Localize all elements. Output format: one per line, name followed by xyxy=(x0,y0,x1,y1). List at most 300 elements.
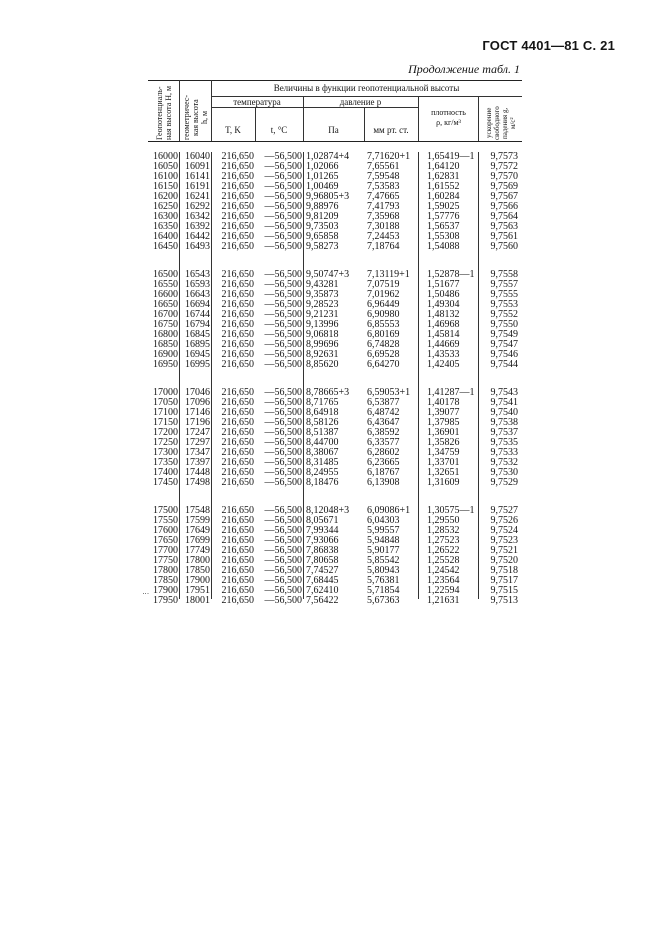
cell-geometric-height: 17699 xyxy=(185,535,210,546)
cell-temp-celsius: —56,500 xyxy=(264,161,302,172)
cell-geopotential-height: 16200 xyxy=(153,191,178,202)
cell-density: 1,65419—1 xyxy=(427,151,475,162)
page-header: ГОСТ 4401—81 С. 21 xyxy=(482,38,615,53)
cell-geometric-height: 16945 xyxy=(185,349,210,360)
cell-geometric-height: 17297 xyxy=(185,437,210,448)
cell-temp-kelvin: 216,650 xyxy=(221,339,254,350)
cell-geometric-height: 16241 xyxy=(185,191,210,202)
cell-temp-celsius: —56,500 xyxy=(264,525,302,536)
cell-temp-celsius: —56,500 xyxy=(264,211,302,222)
cell-pressure-pa: 9,81209 xyxy=(306,211,339,222)
cell-temp-celsius: —56,500 xyxy=(264,329,302,340)
cell-temp-celsius: —56,500 xyxy=(264,181,302,192)
cell-geometric-height: 17397 xyxy=(185,457,210,468)
cell-geopotential-height: 17900 xyxy=(153,585,178,596)
cell-geopotential-height: 17100 xyxy=(153,407,178,418)
cell-gravity: 9,7547 xyxy=(490,339,518,350)
cell-geopotential-height: 16400 xyxy=(153,231,178,242)
cell-pressure-mmhg: 6,38592 xyxy=(367,427,400,438)
cell-pressure-mmhg: 6,13908 xyxy=(367,477,400,488)
cell-temp-celsius: —56,500 xyxy=(264,437,302,448)
cell-density: 1,48132 xyxy=(427,309,460,320)
cell-temp-celsius: —56,500 xyxy=(264,585,302,596)
cell-pressure-mmhg: 5,71854 xyxy=(367,585,400,596)
cell-geometric-height: 17448 xyxy=(185,467,210,478)
header-rule xyxy=(303,107,418,108)
cell-geometric-height: 17096 xyxy=(185,397,210,408)
cell-temp-kelvin: 216,650 xyxy=(221,575,254,586)
table-block xyxy=(148,388,522,488)
cell-pressure-pa: 7,86838 xyxy=(306,545,339,556)
cell-gravity: 9,7553 xyxy=(490,299,518,310)
cell-density: 1,40178 xyxy=(427,397,460,408)
cell-gravity: 9,7566 xyxy=(490,201,518,212)
cell-geometric-height: 17146 xyxy=(185,407,210,418)
cell-pressure-pa: 7,74527 xyxy=(306,565,339,576)
cell-temp-kelvin: 216,650 xyxy=(221,309,254,320)
cell-pressure-pa: 8,92631 xyxy=(306,349,339,360)
cell-geopotential-height: 17400 xyxy=(153,467,178,478)
cell-gravity: 9,7513 xyxy=(490,595,518,606)
cell-pressure-mmhg: 6,28602 xyxy=(367,447,400,458)
cell-temp-celsius: —56,500 xyxy=(264,191,302,202)
cell-temp-celsius: —56,500 xyxy=(264,269,302,280)
cell-pressure-pa: 9,28523 xyxy=(306,299,339,310)
cell-pressure-pa: 7,68445 xyxy=(306,575,339,586)
cell-pressure-mmhg: 7,65561 xyxy=(367,161,400,172)
cell-density: 1,57776 xyxy=(427,211,460,222)
cell-geometric-height: 17900 xyxy=(185,575,210,586)
cell-pressure-mmhg: 6,33577 xyxy=(367,437,400,448)
cell-temp-celsius: —56,500 xyxy=(264,319,302,330)
cell-density: 1,52878—1 xyxy=(427,269,475,280)
cell-temp-kelvin: 216,650 xyxy=(221,349,254,360)
cell-density: 1,54088 xyxy=(427,241,460,252)
cell-gravity: 9,7518 xyxy=(490,565,518,576)
cell-pressure-mmhg: 6,04303 xyxy=(367,515,400,526)
cell-density: 1,45814 xyxy=(427,329,460,340)
cell-pressure-pa: 8,78665+3 xyxy=(306,387,350,398)
cell-pressure-pa: 9,58273 xyxy=(306,241,339,252)
cell-geopotential-height: 16750 xyxy=(153,319,178,330)
cell-geopotential-height: 17500 xyxy=(153,505,178,516)
cell-geopotential-height: 16450 xyxy=(153,241,178,252)
cell-geopotential-height: 17000 xyxy=(153,387,178,398)
cell-temp-celsius: —56,500 xyxy=(264,221,302,232)
cell-pressure-pa: 9,35873 xyxy=(306,289,339,300)
cell-temp-celsius: —56,500 xyxy=(264,535,302,546)
cell-geometric-height: 16091 xyxy=(185,161,210,172)
cell-gravity: 9,7530 xyxy=(490,467,518,478)
cell-temp-celsius: —56,500 xyxy=(264,477,302,488)
cell-pressure-pa: 8,85620 xyxy=(306,359,339,370)
cell-geometric-height: 16442 xyxy=(185,231,210,242)
cell-pressure-pa: 9,65858 xyxy=(306,231,339,242)
cell-geometric-height: 16493 xyxy=(185,241,210,252)
cell-geopotential-height: 17950 xyxy=(153,595,178,606)
cell-temp-kelvin: 216,650 xyxy=(221,565,254,576)
cell-temp-kelvin: 216,650 xyxy=(221,319,254,330)
cell-gravity: 9,7527 xyxy=(490,505,518,516)
cell-density: 1,46968 xyxy=(427,319,460,330)
cell-geometric-height: 16643 xyxy=(185,289,210,300)
cell-temp-celsius: —56,500 xyxy=(264,575,302,586)
cell-geopotential-height: 17800 xyxy=(153,565,178,576)
cell-pressure-pa: 9,06818 xyxy=(306,329,339,340)
cell-temp-celsius: —56,500 xyxy=(264,457,302,468)
col-gravity: ускорение свободного падения g, м/с² xyxy=(485,106,517,140)
col-pressure: давление p xyxy=(339,97,382,107)
table-block xyxy=(148,506,522,606)
cell-geometric-height: 16794 xyxy=(185,319,210,330)
cell-geopotential-height: 16250 xyxy=(153,201,178,212)
cell-geopotential-height: 16100 xyxy=(153,171,178,182)
cell-geopotential-height: 16700 xyxy=(153,309,178,320)
table-body xyxy=(148,152,522,624)
header-bottom-rule xyxy=(148,141,522,142)
cell-pressure-mmhg: 5,90177 xyxy=(367,545,400,556)
cell-temp-celsius: —56,500 xyxy=(264,349,302,360)
cell-temp-kelvin: 216,650 xyxy=(221,555,254,566)
cell-pressure-pa: 7,93066 xyxy=(306,535,339,546)
cell-geopotential-height: 16900 xyxy=(153,349,178,360)
cell-geopotential-height: 17250 xyxy=(153,437,178,448)
cell-geopotential-height: 16650 xyxy=(153,299,178,310)
cell-geopotential-height: 17750 xyxy=(153,555,178,566)
cell-density: 1,55308 xyxy=(427,231,460,242)
cell-pressure-pa: 8,05671 xyxy=(306,515,339,526)
cell-geopotential-height: 16600 xyxy=(153,289,178,300)
cell-temp-celsius: —56,500 xyxy=(264,231,302,242)
cell-gravity: 9,7544 xyxy=(490,359,518,370)
cell-density: 1,64120 xyxy=(427,161,460,172)
cell-pressure-mmhg: 6,48742 xyxy=(367,407,400,418)
col-temperature: температура xyxy=(233,97,281,107)
cell-density: 1,36901 xyxy=(427,427,460,438)
cell-pressure-pa: 1,00469 xyxy=(306,181,339,192)
table-block xyxy=(148,152,522,252)
cell-gravity: 9,7555 xyxy=(490,289,518,300)
cell-geometric-height: 17850 xyxy=(185,565,210,576)
cell-temp-kelvin: 216,650 xyxy=(221,231,254,242)
cell-density: 1,56537 xyxy=(427,221,460,232)
cell-geometric-height: 17498 xyxy=(185,477,210,488)
cell-temp-kelvin: 216,650 xyxy=(221,359,254,370)
cell-density: 1,34759 xyxy=(427,447,460,458)
cell-pressure-pa: 8,18476 xyxy=(306,477,339,488)
cell-geopotential-height: 17050 xyxy=(153,397,178,408)
cell-gravity: 9,7561 xyxy=(490,231,518,242)
cell-density: 1,33701 xyxy=(427,457,460,468)
cell-gravity: 9,7540 xyxy=(490,407,518,418)
cell-pressure-mmhg: 7,18764 xyxy=(367,241,400,252)
table-row xyxy=(148,360,522,370)
cell-pressure-mmhg: 7,13119+1 xyxy=(367,269,410,280)
cell-geometric-height: 16342 xyxy=(185,211,210,222)
cell-pressure-mmhg: 7,59548 xyxy=(367,171,400,182)
cell-temp-kelvin: 216,650 xyxy=(221,289,254,300)
cell-temp-kelvin: 216,650 xyxy=(221,151,254,162)
cell-gravity: 9,7524 xyxy=(490,525,518,536)
cell-pressure-pa: 8,51387 xyxy=(306,427,339,438)
cell-gravity: 9,7563 xyxy=(490,221,518,232)
cell-density: 1,59025 xyxy=(427,201,460,212)
cell-pressure-mmhg: 6,09086+1 xyxy=(367,505,411,516)
cell-gravity: 9,7546 xyxy=(490,349,518,360)
cell-temp-kelvin: 216,650 xyxy=(221,279,254,290)
cell-pressure-mmhg: 7,71620+1 xyxy=(367,151,411,162)
cell-density: 1,22594 xyxy=(427,585,460,596)
cell-geometric-height: 17749 xyxy=(185,545,210,556)
cell-geopotential-height: 16350 xyxy=(153,221,178,232)
cell-pressure-pa: 8,44700 xyxy=(306,437,339,448)
cell-gravity: 9,7557 xyxy=(490,279,518,290)
cell-temp-celsius: —56,500 xyxy=(264,417,302,428)
cell-gravity: 9,7515 xyxy=(490,585,518,596)
cell-density: 1,62831 xyxy=(427,171,460,182)
cell-pressure-pa: 8,38067 xyxy=(306,447,339,458)
col-geopotential-height: Геопотенциаль- ная высота H, м xyxy=(155,85,173,140)
cell-geometric-height: 17649 xyxy=(185,525,210,536)
cell-geopotential-height: 17150 xyxy=(153,417,178,428)
cell-density: 1,49304 xyxy=(427,299,460,310)
cell-gravity: 9,7543 xyxy=(490,387,518,398)
col-density: плотность ρ, кг/м³ xyxy=(431,108,466,127)
cell-gravity: 9,7570 xyxy=(490,171,518,182)
cell-temp-kelvin: 216,650 xyxy=(221,191,254,202)
cell-gravity: 9,7532 xyxy=(490,457,518,468)
cell-temp-celsius: —56,500 xyxy=(264,467,302,478)
cell-pressure-mmhg: 7,30188 xyxy=(367,221,400,232)
cell-gravity: 9,7526 xyxy=(490,515,518,526)
cell-gravity: 9,7558 xyxy=(490,269,518,280)
col-geometric-height: геометричес- кая высота h, м xyxy=(182,94,209,140)
cell-gravity: 9,7535 xyxy=(490,437,518,448)
cell-density: 1,28532 xyxy=(427,525,460,536)
cell-geometric-height: 17046 xyxy=(185,387,210,398)
cell-geometric-height: 16292 xyxy=(185,201,210,212)
cell-density: 1,50486 xyxy=(427,289,460,300)
header-divider xyxy=(179,80,180,141)
cell-pressure-pa: 1,01265 xyxy=(306,171,339,182)
cell-temp-kelvin: 216,650 xyxy=(221,211,254,222)
col-pressure-pa: Па xyxy=(328,125,339,135)
cell-temp-kelvin: 216,650 xyxy=(221,467,254,478)
cell-pressure-pa: 8,31485 xyxy=(306,457,339,468)
cell-gravity: 9,7572 xyxy=(490,161,518,172)
cell-pressure-mmhg: 6,85553 xyxy=(367,319,400,330)
table-row xyxy=(148,478,522,488)
cell-geopotential-height: 17700 xyxy=(153,545,178,556)
cell-pressure-pa: 9,21231 xyxy=(306,309,339,320)
cell-temp-kelvin: 216,650 xyxy=(221,417,254,428)
cell-density: 1,51677 xyxy=(427,279,460,290)
cell-pressure-pa: 8,99696 xyxy=(306,339,339,350)
cell-geometric-height: 16895 xyxy=(185,339,210,350)
cell-geometric-height: 16392 xyxy=(185,221,210,232)
cell-density: 1,41287—1 xyxy=(427,387,475,398)
cell-temp-kelvin: 216,650 xyxy=(221,407,254,418)
cell-pressure-mmhg: 5,85542 xyxy=(367,555,400,566)
cell-temp-celsius: —56,500 xyxy=(264,359,302,370)
col-group-title: Величины в функции геопотенциальной высоты xyxy=(273,83,460,93)
table-row xyxy=(148,242,522,252)
cell-gravity: 9,7567 xyxy=(490,191,518,202)
cell-geopotential-height: 17550 xyxy=(153,515,178,526)
table-header xyxy=(148,80,522,141)
cell-pressure-mmhg: 6,69528 xyxy=(367,349,400,360)
cell-temp-celsius: —56,500 xyxy=(264,427,302,438)
cell-pressure-mmhg: 7,47665 xyxy=(367,191,400,202)
cell-geometric-height: 16744 xyxy=(185,309,210,320)
cell-pressure-mmhg: 5,76381 xyxy=(367,575,400,586)
cell-temp-celsius: —56,500 xyxy=(264,407,302,418)
cell-pressure-pa: 9,50747+3 xyxy=(306,269,350,280)
cell-geometric-height: 16995 xyxy=(185,359,210,370)
cell-temp-kelvin: 216,650 xyxy=(221,457,254,468)
table-block xyxy=(148,270,522,370)
cell-geopotential-height: 16000 xyxy=(153,151,178,162)
cell-gravity: 9,7569 xyxy=(490,181,518,192)
cell-density: 1,24542 xyxy=(427,565,460,576)
cell-density: 1,35826 xyxy=(427,437,460,448)
cell-density: 1,29550 xyxy=(427,515,460,526)
cell-geopotential-height: 16150 xyxy=(153,181,178,192)
cell-temp-kelvin: 216,650 xyxy=(221,427,254,438)
cell-gravity: 9,7573 xyxy=(490,151,518,162)
header-divider xyxy=(478,97,479,141)
cell-pressure-mmhg: 6,96449 xyxy=(367,299,400,310)
cell-density: 1,30575—1 xyxy=(427,505,475,516)
cell-gravity: 9,7550 xyxy=(490,319,518,330)
cell-pressure-mmhg: 6,23665 xyxy=(367,457,400,468)
cell-temp-celsius: —56,500 xyxy=(264,397,302,408)
cell-temp-celsius: —56,500 xyxy=(264,595,302,606)
cell-geometric-height: 17247 xyxy=(185,427,210,438)
cell-temp-celsius: —56,500 xyxy=(264,565,302,576)
cell-geopotential-height: 17450 xyxy=(153,477,178,488)
cell-pressure-mmhg: 5,99557 xyxy=(367,525,400,536)
cell-temp-kelvin: 216,650 xyxy=(221,241,254,252)
cell-pressure-mmhg: 6,80169 xyxy=(367,329,400,340)
cell-temp-kelvin: 216,650 xyxy=(221,201,254,212)
cell-pressure-pa: 8,64918 xyxy=(306,407,339,418)
cell-geometric-height: 17599 xyxy=(185,515,210,526)
cell-pressure-mmhg: 6,53877 xyxy=(367,397,400,408)
cell-temp-celsius: —56,500 xyxy=(264,309,302,320)
cell-temp-celsius: —56,500 xyxy=(264,339,302,350)
cell-density: 1,61552 xyxy=(427,181,460,192)
cell-geometric-height: 17548 xyxy=(185,505,210,516)
cell-temp-celsius: —56,500 xyxy=(264,555,302,566)
cell-pressure-mmhg: 5,67363 xyxy=(367,595,400,606)
cell-pressure-pa: 8,12048+3 xyxy=(306,505,350,516)
cell-pressure-mmhg: 7,24453 xyxy=(367,231,400,242)
cell-temp-celsius: —56,500 xyxy=(264,241,302,252)
cell-temp-kelvin: 216,650 xyxy=(221,181,254,192)
cell-pressure-pa: 9,88976 xyxy=(306,201,339,212)
cell-temp-kelvin: 216,650 xyxy=(221,477,254,488)
cell-density: 1,60284 xyxy=(427,191,460,202)
cell-gravity: 9,7552 xyxy=(490,309,518,320)
cell-temp-celsius: —56,500 xyxy=(264,299,302,310)
cell-pressure-mmhg: 6,18767 xyxy=(367,467,400,478)
cell-pressure-mmhg: 7,07519 xyxy=(367,279,400,290)
cell-geopotential-height: 17600 xyxy=(153,525,178,536)
cell-density: 1,43533 xyxy=(427,349,460,360)
cell-temp-kelvin: 216,650 xyxy=(221,437,254,448)
cell-temp-kelvin: 216,650 xyxy=(221,447,254,458)
cell-pressure-mmhg: 7,41793 xyxy=(367,201,400,212)
cell-density: 1,25528 xyxy=(427,555,460,566)
cell-temp-kelvin: 216,650 xyxy=(221,299,254,310)
cell-temp-celsius: —56,500 xyxy=(264,387,302,398)
cell-temp-celsius: —56,500 xyxy=(264,515,302,526)
table-continuation-label: Продолжение табл. 1 xyxy=(408,62,520,76)
cell-density: 1,21631 xyxy=(427,595,460,606)
cell-geometric-height: 16593 xyxy=(185,279,210,290)
cell-density: 1,23564 xyxy=(427,575,460,586)
cell-temp-kelvin: 216,650 xyxy=(221,535,254,546)
cell-geometric-height: 16845 xyxy=(185,329,210,340)
cell-pressure-pa: 9,13996 xyxy=(306,319,339,330)
col-temp-celsius: t, °C xyxy=(270,125,288,135)
cell-density: 1,26522 xyxy=(427,545,460,556)
cell-gravity: 9,7541 xyxy=(490,397,518,408)
cell-geometric-height: 17800 xyxy=(185,555,210,566)
col-pressure-mmhg: мм рт. ст. xyxy=(373,125,409,135)
cell-pressure-mmhg: 6,43647 xyxy=(367,417,400,428)
cell-density: 1,32651 xyxy=(427,467,460,478)
cell-geopotential-height: 17850 xyxy=(153,575,178,586)
cell-temp-celsius: —56,500 xyxy=(264,151,302,162)
margin-mark: ⋮ xyxy=(142,590,150,597)
cell-gravity: 9,7560 xyxy=(490,241,518,252)
cell-geopotential-height: 16800 xyxy=(153,329,178,340)
cell-gravity: 9,7537 xyxy=(490,427,518,438)
cell-gravity: 9,7564 xyxy=(490,211,518,222)
cell-temp-celsius: —56,500 xyxy=(264,201,302,212)
cell-geopotential-height: 17200 xyxy=(153,427,178,438)
cell-geopotential-height: 16950 xyxy=(153,359,178,370)
cell-geopotential-height: 16050 xyxy=(153,161,178,172)
cell-geometric-height: 16543 xyxy=(185,269,210,280)
cell-geopotential-height: 16300 xyxy=(153,211,178,222)
cell-geopotential-height: 16550 xyxy=(153,279,178,290)
cell-density: 1,37985 xyxy=(427,417,460,428)
cell-pressure-mmhg: 7,35968 xyxy=(367,211,400,222)
cell-pressure-pa: 7,62410 xyxy=(306,585,339,596)
cell-geometric-height: 17951 xyxy=(185,585,210,596)
cell-geometric-height: 16694 xyxy=(185,299,210,310)
cell-pressure-mmhg: 7,01962 xyxy=(367,289,400,300)
cell-pressure-pa: 7,56422 xyxy=(306,595,339,606)
cell-temp-celsius: —56,500 xyxy=(264,545,302,556)
cell-temp-kelvin: 216,650 xyxy=(221,545,254,556)
cell-gravity: 9,7538 xyxy=(490,417,518,428)
cell-gravity: 9,7521 xyxy=(490,545,518,556)
cell-temp-kelvin: 216,650 xyxy=(221,171,254,182)
cell-pressure-pa: 8,58126 xyxy=(306,417,339,428)
cell-pressure-mmhg: 6,64270 xyxy=(367,359,400,370)
cell-pressure-mmhg: 6,90980 xyxy=(367,309,400,320)
cell-geometric-height: 18001 xyxy=(185,595,210,606)
cell-temp-kelvin: 216,650 xyxy=(221,221,254,232)
cell-temp-kelvin: 216,650 xyxy=(221,585,254,596)
cell-temp-kelvin: 216,650 xyxy=(221,397,254,408)
cell-geopotential-height: 17300 xyxy=(153,447,178,458)
cell-gravity: 9,7529 xyxy=(490,477,518,488)
